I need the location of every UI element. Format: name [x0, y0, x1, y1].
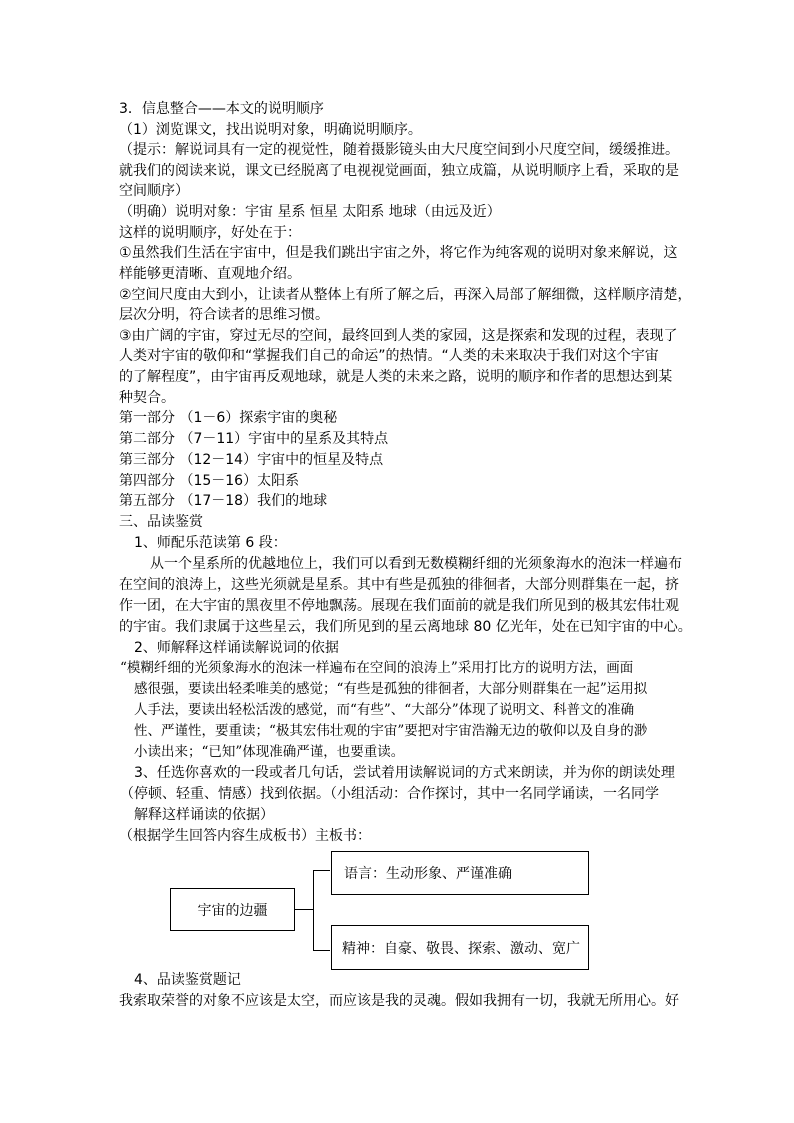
paragraph-line: （提示：解说词具有一定的视觉性，随着摄影镜头由大尺度空间到小尺度空间，缓缓推进。: [119, 142, 679, 158]
paragraph-line: “模糊纤细的光须象海水的泡沫一样遍布在空间的浪涛上”采用打比方的说明方法，画面: [120, 660, 634, 676]
paragraph-line: （1）浏览课文，找出说明对象，明确说明顺序。: [119, 122, 422, 138]
subheading: 2、师解释这样诵读解说词的依据: [134, 640, 339, 656]
paragraph-line: 层次分明，符合读者的思维习惯。: [119, 307, 329, 323]
connector-line: [294, 909, 313, 910]
paragraph-line: 空间顺序）: [119, 183, 189, 199]
paragraph-line: 我索取荣誉的对象不应该是太空，而应该是我的灵魂。假如我拥有一切，我就无所用心。好: [119, 993, 679, 1009]
outline-item: 第二部分 （7－11）宇宙中的星系及其特点: [119, 431, 389, 447]
diagram-top-label: 语言：生动形象、严谨准确: [344, 866, 512, 882]
paragraph-line: （明确）说明对象：宇宙 星系 恒星 太阳系 地球（由远及近）: [119, 204, 501, 220]
paragraph-line: ①虽然我们生活在宇宙中，但是我们跳出宇宙之外，将它作为纯客观的说明对象来解说，这: [119, 245, 678, 261]
connector-line: [313, 870, 330, 871]
subheading: 3、任选你喜欢的一段或者几句话，尝试着用读解说词的方式来朗读，并为你的朗读处理: [134, 765, 675, 781]
outline-item: 第三部分 （12－14）宇宙中的恒星及特点: [119, 452, 384, 468]
subheading: 4、品读鉴赏题记: [134, 972, 241, 988]
paragraph-line: ②空间尺度由大到小，让读者从整体上有所了解之后，再深入局部了解细微，这样顺序清楚，: [119, 287, 692, 303]
quote-line: 在空间的浪涛上，这些光须就是星系。其中有些是孤独的徘徊者，大部分则群集在一起，挤: [119, 577, 679, 593]
paragraph-line: 小读出来；“已知”体现准确严谨，也要重读。: [134, 744, 405, 760]
paragraph-line: 种契合。: [119, 390, 175, 406]
paragraph-line: 性、严谨性，要重读；“极其宏伟壮观的宇宙”要把对宇宙浩瀚无边的敬仰以及自身的渺: [134, 723, 648, 739]
paragraph-line: 感很强，要读出轻柔唯美的感觉；“有些是孤独的徘徊者，大部分则群集在一起”运用拟: [134, 681, 648, 697]
quote-line: 作一团，在大宇宙的黑夜里不停地飘荡。展现在我们面前的就是我们所见到的极其宏伟壮观: [119, 598, 679, 614]
connector-line: [313, 950, 330, 951]
connector-line: [313, 870, 314, 950]
diagram-top-box: [331, 851, 589, 895]
paragraph-line: 就我们的阅读来说，课文已经脱离了电视视觉画面，独立成篇，从说明顺序上看，采取的是: [119, 163, 679, 179]
section-heading: 3．信息整合——本文的说明顺序: [119, 101, 324, 117]
paragraph-line: 人手法，要读出轻松活泼的感觉，而“有些”、“大部分”体现了说明文、科普文的准确: [134, 702, 635, 718]
section-heading: 三、品读鉴赏: [119, 514, 203, 530]
outline-item: 第一部分 （1－6）探索宇宙的奥秘: [119, 410, 338, 426]
diagram-center-label: 宇宙的边疆: [197, 902, 268, 919]
paragraph-line: （根据学生回答内容生成板书）主板书：: [119, 828, 371, 844]
paragraph-line: ③由广阔的宇宙，穿过无尽的空间，最终回到人类的家园，这是探索和发现的过程，表现了: [119, 328, 678, 344]
outline-item: 第四部分 （15－16）太阳系: [119, 473, 300, 489]
quote-line: 从一个星系所的优越地位上，我们可以看到无数模糊纤细的光须象海水的泡沫一样遍布: [150, 556, 682, 572]
diagram-bottom-label: 精神：自豪、敬畏、探索、激动、宽广: [342, 940, 580, 957]
paragraph-line: 的了解程度”，由宇宙再反观地球，就是人类的未来之路，说明的顺序和作者的思想达到某: [119, 369, 673, 385]
outline-item: 第五部分 （17－18）我们的地球: [119, 493, 328, 509]
paragraph-line: 人类对宇宙的敬仰和“掌握我们自己的命运”的热情。“人类的未来取决于我们对这个宇宙: [119, 348, 659, 364]
diagram-bottom-box: [331, 925, 589, 970]
quote-line: 的宇宙。我们隶属于这些星云，我们所见到的星云离地球 80 亿光年，处在已知宇宙的中心。: [119, 619, 692, 635]
paragraph-line: 这样的说明顺序，好处在于：: [119, 225, 301, 241]
paragraph-line: 样能够更清晰、直观地介绍。: [119, 266, 301, 282]
paragraph-line: （停顿、轻重、情感）找到依据。（小组活动：合作探讨，其中一名同学诵读，一名同学: [120, 786, 659, 802]
paragraph-line: 解释这样诵读的依据）: [134, 807, 274, 823]
diagram-center-box: [170, 888, 295, 931]
subheading: 1、师配乐范读第 6 段：: [134, 535, 287, 551]
